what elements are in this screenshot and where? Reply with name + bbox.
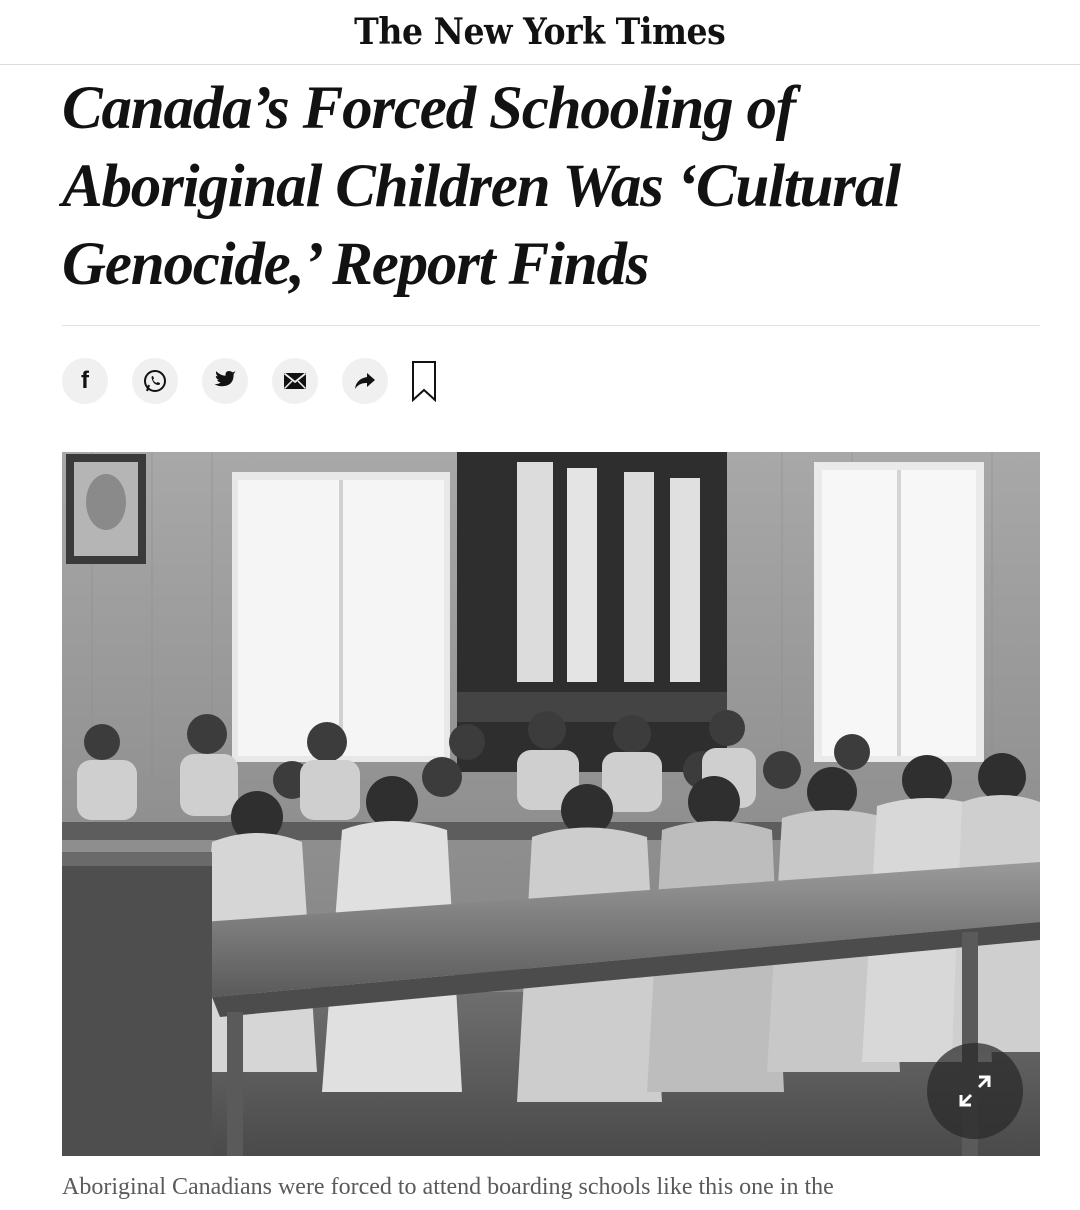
- share-toolbar: [62, 358, 438, 404]
- twitter-share-button[interactable]: [202, 358, 248, 404]
- headline-line-1: Canada’s Forced Schooling of: [62, 75, 795, 142]
- save-article-button[interactable]: [410, 359, 438, 403]
- photo-caption: Aboriginal Canadians were forced to attend boarding schools like this one in the: [62, 1174, 834, 1200]
- email-icon: [283, 372, 307, 390]
- whatsapp-icon: [142, 368, 168, 394]
- classroom-photo: [62, 452, 1040, 1156]
- headline: [62, 70, 1042, 304]
- lead-photo: [62, 452, 1040, 1156]
- expand-image-button[interactable]: [927, 1043, 1023, 1139]
- masthead: [0, 0, 1080, 65]
- more-share-button[interactable]: [342, 358, 388, 404]
- headline-line-2: Aboriginal Children Was ‘Cultural: [62, 153, 900, 220]
- facebook-icon: f: [81, 367, 89, 394]
- share-icon: [353, 371, 377, 391]
- whatsapp-share-button[interactable]: [132, 358, 178, 404]
- nyt-logo[interactable]: The New York Times: [354, 11, 726, 53]
- headline-divider: [62, 325, 1040, 326]
- twitter-icon: [213, 370, 237, 392]
- headline-line-3: Genocide,’ Report Finds: [62, 231, 649, 298]
- bookmark-icon: [411, 360, 437, 402]
- facebook-share-button[interactable]: [62, 358, 108, 404]
- expand-icon: [955, 1071, 995, 1111]
- email-share-button[interactable]: [272, 358, 318, 404]
